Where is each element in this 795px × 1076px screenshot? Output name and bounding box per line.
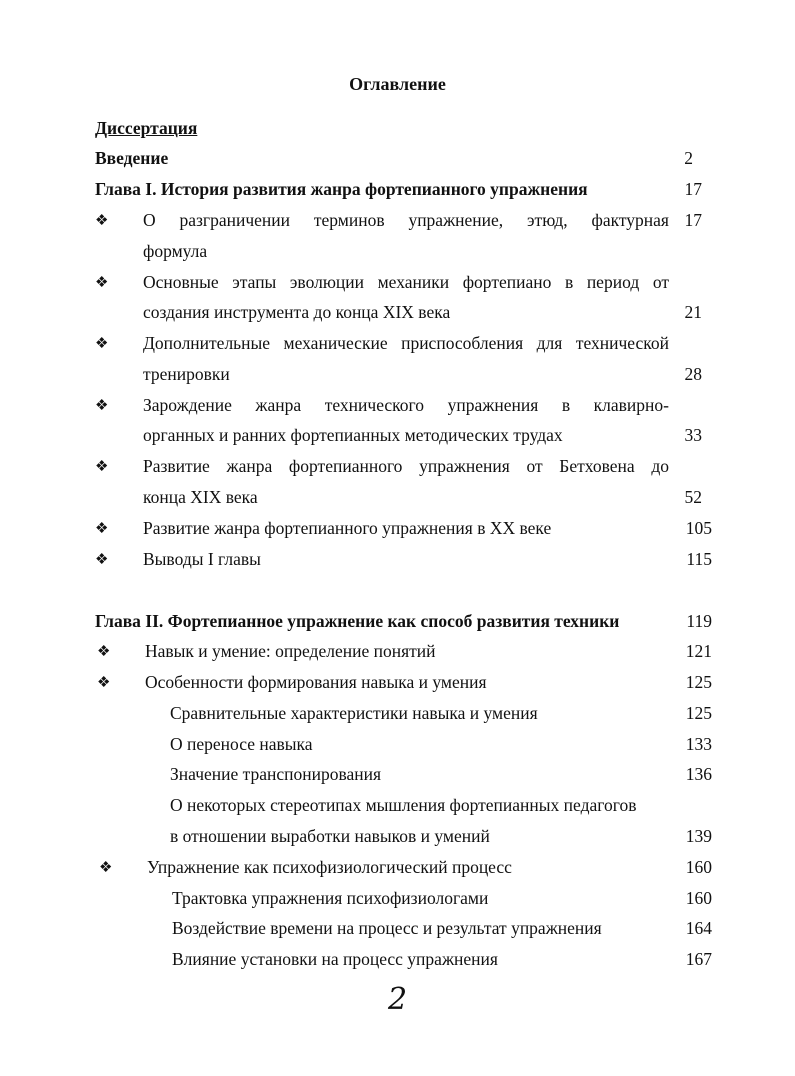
toc-entry-page: 133	[685, 734, 712, 754]
toc-subentry: О некоторых стереотипах мышления фортепианных педагогов	[170, 795, 637, 815]
toc-entry-page: 160	[685, 888, 712, 908]
toc-subentry: в отношении выработки навыков и умений	[170, 826, 490, 846]
toc-subentry: О переносе навыка	[170, 734, 313, 754]
toc-title: Оглавление	[349, 74, 446, 94]
intro-label: Введение	[95, 148, 169, 168]
toc-entry-page: 33	[684, 425, 702, 445]
chapter2-page: 119	[686, 611, 712, 631]
toc-entry-line: тренировки	[143, 364, 230, 384]
chapter1-heading: Глава I. История развития жанра фортепианного упражнения	[95, 179, 588, 199]
toc-entry-line: Развитие жанра фортепианного упражнения в XX веке	[143, 518, 552, 538]
bullet-icon: ❖	[97, 675, 111, 691]
toc-subentry: Значение транспонирования	[170, 764, 382, 784]
chapter2-heading: Глава II. Фортепианное упражнение как способ развития техники	[95, 611, 620, 631]
bullet-icon: ❖	[95, 459, 109, 475]
toc-entry-line: Упражнение как психофизиологический процесс	[147, 857, 512, 877]
bullet-icon: ❖	[95, 275, 109, 291]
chapter1-page: 17	[684, 179, 702, 199]
bullet-icon: ❖	[95, 213, 109, 229]
bullet-icon: ❖	[95, 336, 109, 352]
toc-entry-page: 167	[685, 949, 712, 969]
intro-page: 2	[684, 148, 693, 168]
toc-entry-page: 21	[684, 302, 702, 322]
toc-entry-page: 125	[685, 672, 712, 692]
toc-subentry: Трактовка упражнения психофизиологами	[172, 888, 489, 908]
toc-entry-page: 52	[684, 487, 702, 507]
toc-entry-page: 115	[686, 549, 712, 569]
toc-entry-line: органных и ранних фортепианных методических трудах	[143, 425, 563, 445]
toc-entry-line: О разграничении терминов упражнение, этюд, фактурная	[143, 210, 669, 230]
toc-entry-page: 136	[685, 764, 712, 784]
bullet-icon: ❖	[95, 552, 109, 568]
toc-entry-page: 28	[684, 364, 702, 384]
toc-entry-page: 139	[685, 826, 712, 846]
handwritten-page-number: 2	[388, 982, 408, 1017]
bullet-icon: ❖	[95, 398, 109, 414]
toc-entry-line: Дополнительные механические приспособления для технической	[143, 333, 669, 353]
toc-entry-line: Выводы I главы	[143, 549, 261, 569]
toc-entry-line: формула	[143, 241, 208, 261]
toc-subentry: Сравнительные характеристики навыка и умения	[170, 703, 538, 723]
toc-entry-page: 125	[685, 703, 712, 723]
toc-entry-line: создания инструмента до конца XIX века	[143, 302, 451, 322]
toc-entry-page: 160	[685, 857, 712, 877]
toc-entry-line: Зарождение жанра технического упражнения в клавирно-	[143, 395, 669, 415]
toc-entry-page: 105	[685, 518, 712, 538]
toc-entry-line: Навык и умение: определение понятий	[145, 641, 436, 661]
bullet-icon: ❖	[97, 644, 111, 660]
toc-entry-page: 164	[685, 918, 712, 938]
toc-entry-page: 17	[684, 210, 702, 230]
toc-subentry: Воздействие времени на процесс и результат упражнения	[172, 918, 602, 938]
toc-entry-line: Развитие жанра фортепианного упражнения от Бетховена до	[143, 456, 669, 476]
toc-entry-line: Особенности формирования навыка и умения	[145, 672, 487, 692]
section-heading: Диссертация	[95, 118, 198, 138]
bullet-icon: ❖	[99, 860, 113, 876]
toc-subentry: Влияние установки на процесс упражнения	[172, 949, 498, 969]
toc-entry-line: конца XIX века	[143, 487, 258, 507]
toc-entry-line: Основные этапы эволюции механики фортепиано в период от	[143, 272, 669, 292]
toc-entry-page: 121	[685, 641, 712, 661]
bullet-icon: ❖	[95, 521, 109, 537]
